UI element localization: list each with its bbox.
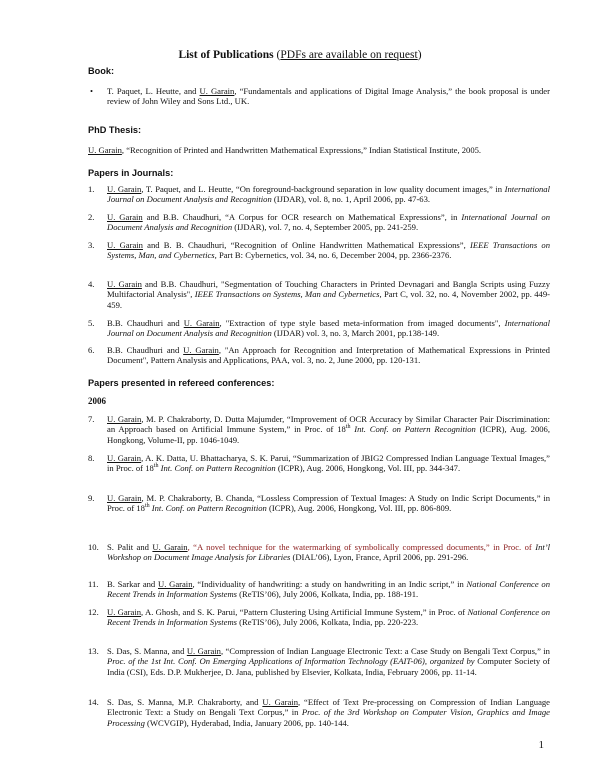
- conference-entry: 9. U. Garain, M. P. Chakraborty, B. Chanda, “Lossless Compression of Textual Images: A Study on Indic Script Documents,” in Proc. of 18th Int. Conf. on Pattern Recognition (ICPR), Aug. 2006, Hongkong, Vol. III, pp. 806-809.: [88, 493, 550, 514]
- journal-entry: 2. U. Garain and B.B. Chaudhuri, “A Corpus for OCR research on Mathematical Expressions”, in International Journal on Document Analysis and Recognition (IJDAR), vol. 7, no. 4, September 2005, pp. 241-259.: [88, 212, 551, 233]
- phd-item: U. Garain, “Recognition of Printed and Handwritten Mathematical Expressions,” Indian Statistical Institute, 2005.: [88, 145, 482, 155]
- title-main: List of Publications: [178, 49, 274, 61]
- journal-entry: 5. B.B. Chaudhuri and U. Garain, "Extraction of type style based meta-information from imaged documents", International Journal on Document Analysis and Recognition (IJDAR) vol. 3, no. 3, March 2001, pp.138-149.: [88, 318, 550, 339]
- conference-entry: 11. B. Sarkar and U. Garain, “Individuality of handwriting: a study on handwriting in an Indic script,” in National Conference on Recent Trends in Information Systems (ReTIS’06), July 2006, Kolkata, India, pp. 188-191.: [88, 579, 551, 600]
- journal-entry: 6. B.B. Chaudhuri and U. Garain, "An Approach for Recognition and Interpretation of Mathematical Expressions in Printed Document", Pattern Analysis and Applications, PAA, vol. 3, no. 2, June 2000, pp. 120-131.: [88, 345, 550, 366]
- journal-entry: 3. U. Garain and B. B. Chaudhuri, “Recognition of Online Handwritten Mathematical Expressions”, IEEE Transactions on Systems, Man, and Cybernetics, Part B: Cybernetics, vol. 34, no. 6, December 2004, pp. 2366-2376.: [88, 240, 550, 261]
- title-pdf-note: (PDFs are available on request): [276, 49, 422, 61]
- bullet-icon: •: [90, 86, 94, 96]
- author-name: U. Garain: [88, 145, 122, 155]
- journal-entry: 1. U. Garain, T. Paquet, and L. Heutte, “On foreground-background separation in low quality document images,” in International Journal on Document Analysis and Recognition (IJDAR), vol. 8, no. 1, April 2006, pp. 47-63.: [88, 184, 550, 205]
- book-item: • T. Paquet, L. Heutte, and U. Garain, “Fundamentals and applications of Digital Image Analysis,” the book proposal is under review of John Wiley and Sons Ltd., UK.: [90, 86, 550, 107]
- journals-heading: Papers in Journals:: [88, 168, 174, 178]
- phd-heading: PhD Thesis:: [88, 125, 142, 135]
- conferences-heading: Papers presented in refereed conferences:: [88, 378, 275, 388]
- author-name: U. Garain: [199, 86, 235, 96]
- conference-entry: 7. U. Garain, M. P. Chakraborty, D. Dutta Majumder, “Improvement of OCR Accuracy by Similar Character Pair Discrimination: an Approach based on Artificial Immune System,” in Proc. of 18th Int. Conf. on Pattern Recognition (ICPR), Aug. 2006, Hongkong, Volume-II, pp. 1046-1049.: [88, 414, 551, 445]
- year-heading: 2006: [88, 396, 106, 406]
- journal-entry: 4. U. Garain and B.B. Chaudhuri, "Segmentation of Touching Characters in Printed Devnagari and Bangla Scripts using Fuzzy Multifactorial Analysis", IEEE Transactions on Systems, Man and Cybernetics, Part C, vol. 32, no. 4, November 2002, pp. 449- 459.: [88, 279, 551, 310]
- conference-entry: 10. S. Palit and U. Garain, “A novel technique for the watermarking of symbolically compressed documents,” in Proc. of Int’l Workshop on Document Image Analysis for Libraries (DIAL’06), Lyon, France, April 2006, pp. 291-296.: [88, 542, 551, 563]
- conference-entry: 8. U. Garain, A. K. Datta, U. Bhattacharya, S. K. Parui, “Summarization of JBIG2 Compressed Indian Language Textual Images,” in Proc. of 18th Int. Conf. on Pattern Recognition (ICPR), Aug. 2006, Hongkong, Vol. III, pp. 344-347.: [88, 453, 550, 474]
- conference-entry: 13. S. Das, S. Manna, and U. Garain, “Compression of Indian Language Electronic Text: a Case Study on Bengali Text Corpus,” in Proc. of the 1st Int. Conf. On Emerging Applications of Information Technology (EAIT-06), organized by Computer Society of India (CSI), Eds. D.P. Mukherjee, D. Jana, published by Elsevier, Kolkata, India, February 2006, pp. 11-14.: [88, 646, 550, 677]
- conference-entry: 12. U. Garain, A. Ghosh, and S. K. Parui, “Pattern Clustering Using Artificial Immune System,” in Proc. of National Conference on Recent Trends in Information Systems (ReTIS’06), July 2006, Kolkata, India, pp. 220-223.: [88, 607, 551, 628]
- page-number: 1: [538, 739, 544, 751]
- conference-entry: 14. S. Das, S. Manna, M.P. Chakraborty, and U. Garain, “Effect of Text Pre-processing on Compression of Indian Language Electronic Text: a Study on Bengali Text Corpus,” in Proc. of the 3rd Workshop on Computer Vision, Graphics and Image Processing (WCVGIP), Hyderabad, India, January 2006, pp. 140-144.: [88, 697, 550, 728]
- page-title: [0, 50, 600, 60]
- pdf-request-link[interactable]: PDFs are available on request: [280, 49, 418, 61]
- book-heading: Book:: [88, 66, 115, 76]
